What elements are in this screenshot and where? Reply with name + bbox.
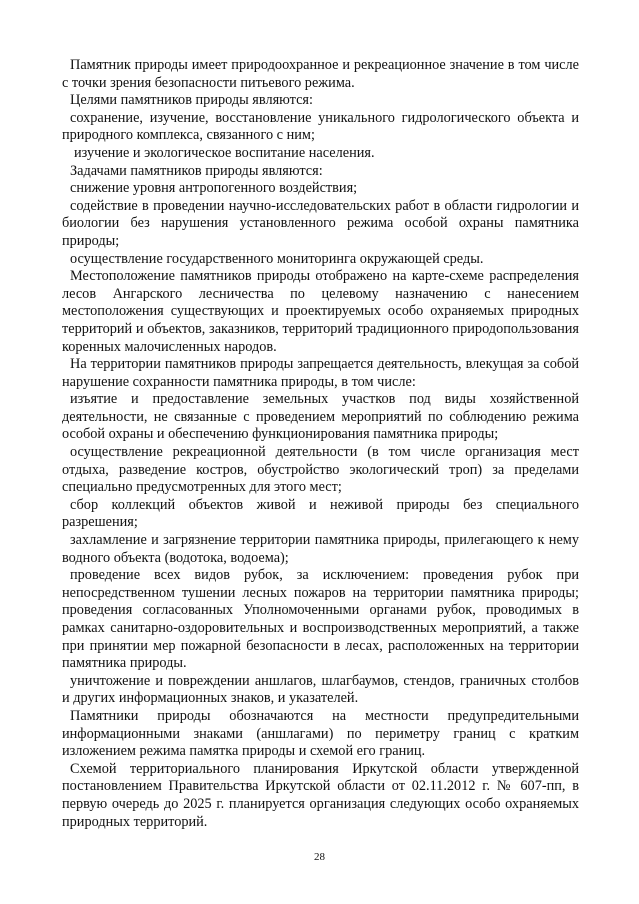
- paragraph: уничтожение и повреждении аншлагов, шлагбаумов, стендов, граничных столбов и других информационных знаков, и указателей.: [62, 672, 579, 707]
- paragraph: Памятник природы имеет природоохранное и рекреационное значение в том числе с точки зрения безопасности питьевого режима.: [62, 57, 579, 91]
- paragraph: На территории памятников природы запрещается деятельность, влекущая за собой нарушение сохранности памятника природы, в том числе:: [62, 356, 579, 390]
- paragraph: Местоположение памятников природы отображено на карте-схеме распределения лесов Ангарского лесничества по целевому назначению с нанесением местоположения существующих и проектируемых особо охраняемых природных территорий и объектов, заказников, территорий традиционного природопользования коренных малочисленных народов.: [62, 268, 579, 355]
- paragraph: осуществление государственного мониторинга окружающей среды.: [70, 250, 484, 267]
- paragraph: захламление и загрязнение территории памятника природы, прилегающего к нему водного объекта (водотока, водоема);: [62, 532, 579, 566]
- paragraph: проведение всех видов рубок, за исключением: проведения рубок при непосредственном тушении лесных пожаров на территории памятника природы; проведения согласованных Уполномоченными органами рубок, проводимых в рамках санитарно-оздоровительных и воспроизводственных мероприятий, а также при принятии мер пожарной безопасности в лесах, расположенных на территории памятника природы.: [62, 567, 579, 672]
- paragraph: Схемой территориального планирования Иркутской области утвержденной постановлением Правительства Иркутской области от 02.11.2012 г. № 607-пп, в первую очередь до 2025 г. планируется организация следующих особо охраняемых природных территорий.: [62, 760, 579, 830]
- paragraph: изучение и экологическое воспитание населения.: [74, 144, 375, 161]
- page-number: 28: [314, 851, 325, 863]
- paragraph: содействие в проведении научно-исследовательских работ в области гидрологии и биологии без нарушения установленного режима особой охраны памятника природы;: [62, 197, 579, 249]
- paragraph: снижение уровня антропогенного воздействия;: [70, 180, 358, 197]
- paragraph: Целями памятников природы являются:: [70, 92, 313, 109]
- document-body: [62, 57, 579, 831]
- paragraph: сбор коллекций объектов живой и неживой природы без специального разрешения;: [62, 496, 579, 531]
- paragraph: изъятие и предоставление земельных участков под виды хозяйственной деятельности, не связанные с проведением мероприятий по соблюдению режима особой охраны и обеспечению функционирования памятника природы;: [62, 391, 579, 443]
- paragraph: Памятники природы обозначаются на местности предупредительными информационными знаками (аншлагами) по периметру границ с кратким изложением режима памятка природы и схемой его границ.: [62, 707, 579, 760]
- paragraph: осуществление рекреационной деятельности (в том числе организация мест отдыха, разведение костров, обустройство экологический троп) за пределами специально предусмотренных для этого мест;: [62, 444, 579, 496]
- paragraph: Задачами памятников природы являются:: [70, 162, 323, 179]
- paragraph: сохранение, изучение, восстановление уникального гидрологического объекта и природного комплекса, связанного с ним;: [62, 109, 579, 144]
